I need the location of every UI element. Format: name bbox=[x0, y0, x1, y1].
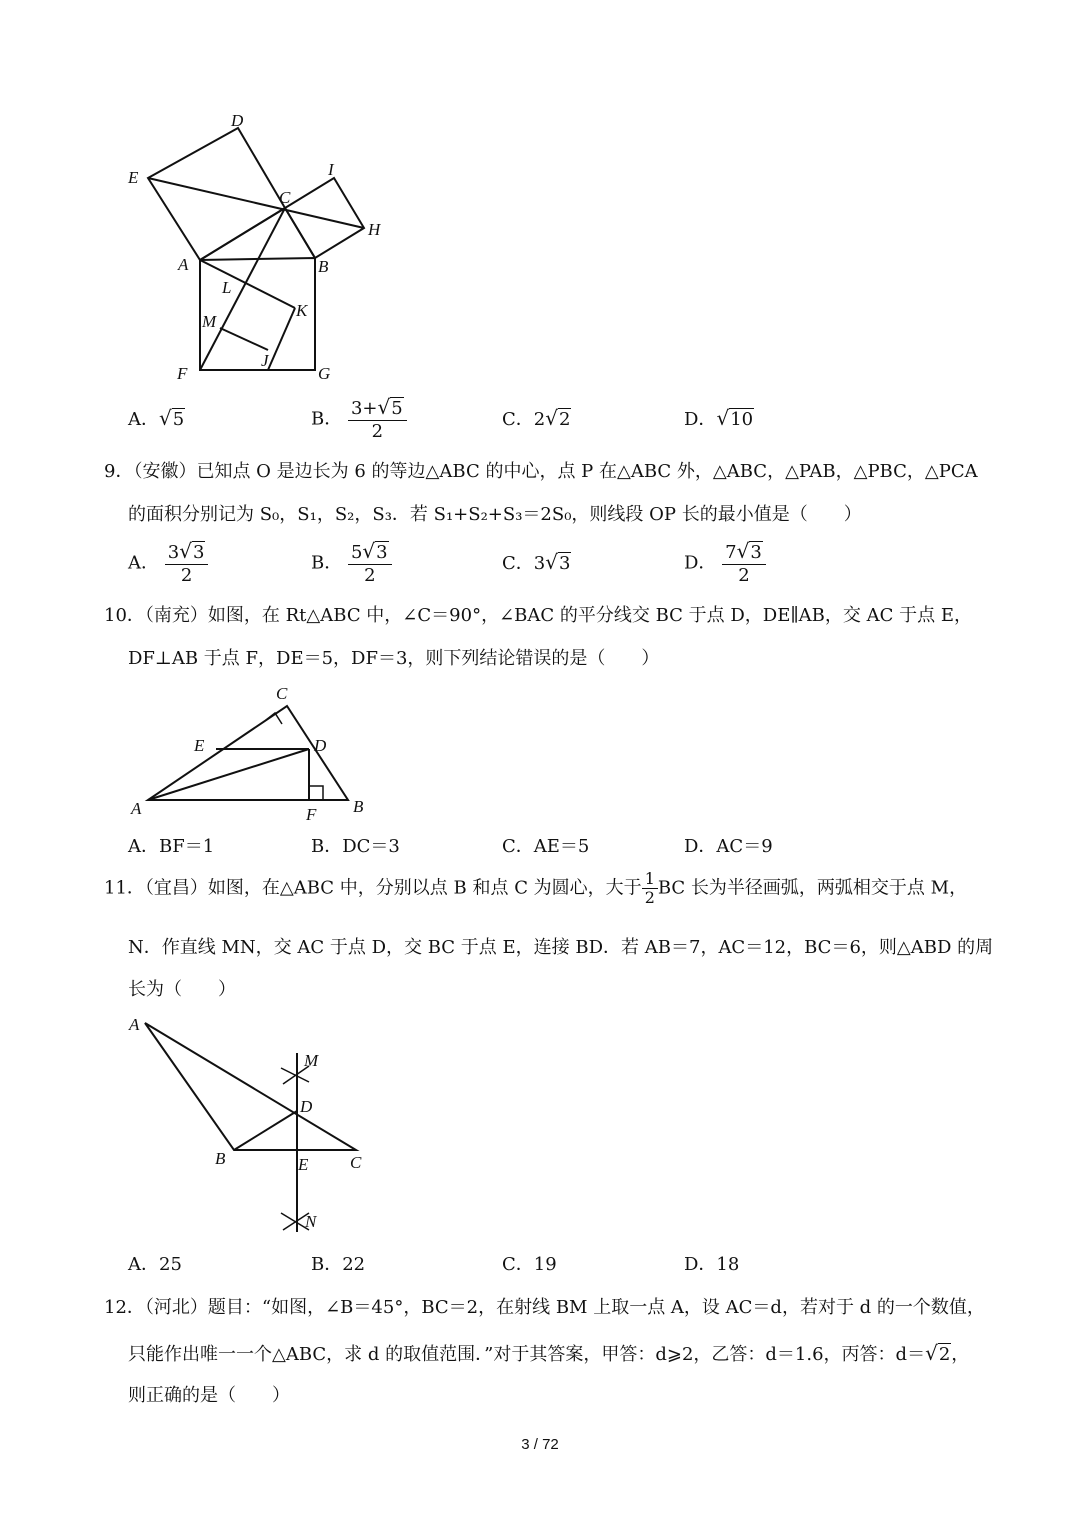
q10-option-a[interactable]: A．BF＝1 bbox=[128, 836, 215, 857]
q10-option-b[interactable]: B．DC＝3 bbox=[311, 836, 400, 857]
label-b: B bbox=[215, 1149, 226, 1168]
q11-option-b[interactable]: B．22 bbox=[311, 1254, 366, 1275]
q12-stem-line2: 只能作出唯一一个△ABC，求 d 的取值范围．”对于其答案，甲答：d⩾2，乙答：d＝1.6，丙答：d＝√2， bbox=[128, 1341, 970, 1365]
q9-option-b[interactable]: B． $\frac{5√3}{2}$ bbox=[311, 540, 392, 587]
q11-stem-line1: 11．（宜昌）如图，在△ABC 中，分别以点 B 和点 C 为圆心，大于 $\frac{1}{2}$ BC 长为半径画弧，两弧相交于点 M， bbox=[104, 869, 968, 907]
line-kj bbox=[268, 308, 295, 370]
q8-option-b[interactable]: B． $\frac{3+√5}{2}$ bbox=[311, 396, 407, 443]
fraction: $\frac{3+√5}{2}$ bbox=[348, 396, 407, 443]
label-b: B bbox=[353, 797, 364, 816]
label-h: H bbox=[368, 220, 381, 239]
fraction: $\frac{3√3}{2}$ bbox=[165, 540, 209, 587]
line-eh bbox=[148, 178, 364, 228]
q11-option-c[interactable]: C．19 bbox=[502, 1254, 557, 1275]
right-angle-mark-f bbox=[309, 786, 323, 800]
label-d: D bbox=[231, 111, 244, 130]
label-e: E bbox=[194, 736, 205, 755]
fraction-half: $\frac{1}{2}$ bbox=[642, 870, 658, 907]
line-mj bbox=[220, 328, 268, 350]
figure-q8-pythagoras bbox=[110, 100, 410, 390]
label-i: I bbox=[328, 160, 334, 179]
q9-option-c[interactable]: C．3√3 bbox=[502, 550, 571, 574]
label-m: M bbox=[202, 312, 217, 331]
q10-option-d[interactable]: D．AC＝9 bbox=[684, 836, 773, 857]
label-f: F bbox=[177, 364, 188, 383]
label-a: A bbox=[129, 1015, 140, 1034]
label-l: L bbox=[222, 278, 232, 297]
segment-bd bbox=[234, 1111, 297, 1150]
label-f: F bbox=[306, 805, 317, 824]
label-c: C bbox=[350, 1153, 362, 1172]
fraction: $\frac{7√3}{2}$ bbox=[722, 540, 766, 587]
q8-option-a[interactable]: A．√5 bbox=[128, 406, 185, 430]
q8-option-d[interactable]: D．√10 bbox=[684, 406, 754, 430]
line-cf bbox=[200, 208, 285, 370]
q11-option-d[interactable]: D．18 bbox=[684, 1254, 740, 1275]
page-number: 3 / 72 bbox=[521, 1436, 559, 1453]
q12-stem-line1: 12．（河北）题目：“如图，∠B＝45°，BC＝2，在射线 BM 上取一点 A，设 AC＝d，若对于 d 的一个数值， bbox=[104, 1297, 985, 1318]
label-k: K bbox=[296, 301, 308, 320]
fraction: $\frac{5√3}{2}$ bbox=[348, 540, 392, 587]
label-j: J bbox=[261, 351, 269, 370]
q9-stem-line1: 9．（安徽）已知点 O 是边长为 6 的等边△ABC 的中心，点 P 在△ABC 外，△ABC，△PAB，△PBC，△PCA bbox=[104, 461, 978, 482]
label-n: N bbox=[305, 1212, 317, 1231]
q9-option-a[interactable]: A． $\frac{3√3}{2}$ bbox=[128, 540, 208, 587]
label-m: M bbox=[304, 1051, 319, 1070]
q11-stem-line2: N．作直线 MN，交 AC 于点 D，交 BC 于点 E，连接 BD．若 AB＝7，AC＝12，BC＝6，则△ABD 的周 bbox=[128, 937, 994, 958]
q9-stem-line2: 的面积分别记为 S₀，S₁，S₂，S₃．若 S₁+S₂+S₃＝2S₀，则线段 OP 长的最小值是（ ） bbox=[128, 504, 862, 525]
label-a: A bbox=[131, 799, 142, 818]
right-angle-mark-c bbox=[266, 713, 282, 724]
label-e: E bbox=[298, 1155, 309, 1174]
figure-q11-perpendicular-bisector bbox=[120, 1005, 380, 1245]
q9-option-d[interactable]: D． $\frac{7√3}{2}$ bbox=[684, 540, 766, 587]
q10-option-c[interactable]: C．AE＝5 bbox=[502, 836, 590, 857]
q11-option-a[interactable]: A．25 bbox=[128, 1254, 182, 1275]
label-b: B bbox=[318, 257, 329, 276]
label-c: C bbox=[279, 188, 291, 207]
q11-stem-line3: 长为（ ） bbox=[128, 979, 236, 1000]
label-g: G bbox=[318, 364, 331, 383]
q10-stem-line1: 10．（南充）如图，在 Rt△ABC 中，∠C＝90°，∠BAC 的平分线交 BC 于点 D，DE∥AB，交 AC 于点 E， bbox=[104, 605, 972, 626]
q12-stem-line3: 则正确的是（ ） bbox=[128, 1385, 290, 1406]
label-d: D bbox=[314, 736, 327, 755]
label-c: C bbox=[276, 684, 288, 703]
q8-option-c[interactable]: C．2√2 bbox=[502, 406, 571, 430]
label-a: A bbox=[178, 255, 189, 274]
triangle-abc bbox=[145, 1023, 356, 1150]
segment-ad bbox=[148, 749, 309, 800]
figure-q10-triangle bbox=[120, 680, 380, 830]
q10-stem-line2: DF⊥AB 于点 F，DE＝5，DF＝3，则下列结论错误的是（ ） bbox=[128, 648, 660, 669]
label-d: D bbox=[300, 1097, 313, 1116]
line-ak bbox=[200, 260, 295, 308]
label-e: E bbox=[128, 168, 139, 187]
